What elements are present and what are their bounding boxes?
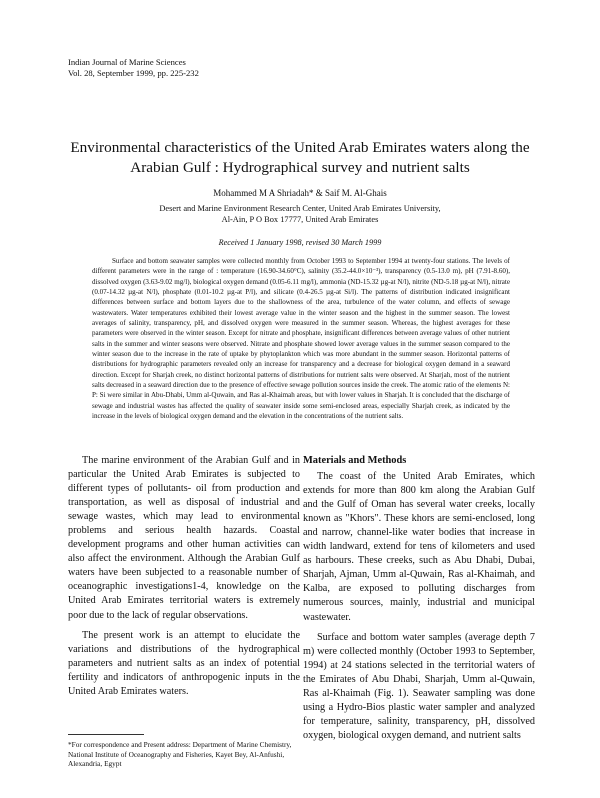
affiliation bbox=[60, 203, 540, 225]
affiliation-line-2: Al-Ain, P O Box 17777, United Arab Emirates bbox=[221, 215, 379, 224]
right-column bbox=[303, 454, 535, 743]
footnote-rule bbox=[68, 734, 144, 735]
left-column bbox=[68, 454, 300, 699]
journal-name: Indian Journal of Marine Sciences bbox=[68, 57, 186, 67]
methods-paragraph-1: The coast of the United Arab Emirates, which extends for more than 800 km along the Arabian Gulf and the Gulf of Oman has several water creeks, locally known as "Khors". These khors are semi-enclosed, long and narrow, channel-like water bodies that increase in width landward, extend for tens of kilometers and used as harbours. These creeks, such as Abu Dhabi, Dubai, Sharjah, Ajman, Umm al-Quwain, Ras al-Khaimah, and Kalba, are exposed to polluting discharges from numerous sources, mainly, industrial and municipal wastewater. bbox=[303, 471, 535, 623]
section-heading: Materials and Methods bbox=[303, 455, 407, 466]
abstract: Surface and bottom seawater samples were collected monthly from October 1993 to September 1994 at twenty-four stations. The levels of different parameters were in the range of : temperature (16.90-34.60°C), salinity (35.2-44.0×10⁻³), transparency (0.5-13.0 m), pH (7.91-8.60), dissolved oxygen (3.63-9.02 mg/l), biological oxygen demand (0.05-6.11 mg/l), ammonia (ND-15.32 µg-at N/l), nitrite (ND-5.18 µg-at N/l), nitrate (0.07-14.32 µg-at N/l), phosphate (0.01-10.2 µg-at P/l), and silicate (0.4-26.5 µg-at Si/l). The patterns of distribution indicated insignificant differences between surface and bottom layers due to the shallowness of the area, turbulence of the water column, and effects of sewage wastewaters. Water temperatures exhibited their lowest average value in the winter season and the highest in the summer season. The lowest averages of salinity, transparency, pH, and dissolved oxygen were measured in the summer season. Whereas, the highest averages for these parameters were observed in the winter season. Except for nitrate and phosphate, insignificant differences between average values of other nutrient salts in the summer and winter seasons were observed. Nitrate and phosphate showed lower average values in the summer season compared to the winter season due to the increase in the rate of uptake by phytoplankton which was more abundant in the summer season. Horizontal patterns of distributions for hydrographic parameters revealed only an increase for transparency and a decrease for biological oxygen demand in a seaward direction. Except for Sharjah creek, no distinct horizontal patterns of distributions for nutrient salts were observed. At Sharjah, most of the nutrient salts decreased in a seaward direction due to the presence of effective sewage pollution sources inside the creek. The atomic ratio of the elements N: P: Si were similar in Abu-Dhabi, Umm al-Quwain, and Ras al-Khaimah areas, but with lower values in Sharjah. It is concluded that the discharge of sewage and industrial wastes has affected the quality of seawater inside some semi-enclosed areas, especially Sharjah creek, as indicated by the increase in the levels of biological oxygen demand and the elevation in the concentrations of the nutrient salts. bbox=[92, 257, 510, 421]
footnote: *For correspondence and Present address: Department of Marine Chemistry, National Institute of Oceanography and Fisheries, Kayet Bey, Al-Anfushi, Alexandria, Egypt bbox=[68, 740, 292, 769]
affiliation-line-1: Desert and Marine Environment Research Center, United Arab Emirates University, bbox=[159, 204, 441, 213]
journal-header bbox=[68, 57, 199, 79]
paper-title: Environmental characteristics of the United Arab Emirates waters along the Arabian Gulf : Hydrographical survey and nutrient salts bbox=[70, 139, 530, 176]
received-dates: Received 1 January 1998, revised 30 March 1999 bbox=[218, 238, 382, 247]
authors: Mohammed M A Shriadah* & Saif M. Al-Ghais bbox=[213, 188, 387, 198]
intro-paragraph-1: The marine environment of the Arabian Gulf and in particular the United Arab Emirates is subjected to different types of pollutants- oil from production and transportation, as well as disposal of industrial and sewage wastes, which may lead to environmental problems and serious health hazards. Coastal development programs and other human activities can also affect the environment. Although the Arabian Gulf waters have been subjected to a reasonable number of oceanographic investigations1-4, knowledge on the United Arab Emirates territorial waters is extremely poor due to the lack of regular observations. bbox=[68, 455, 300, 621]
journal-volume: Vol. 28, September 1999, pp. 225-232 bbox=[68, 68, 199, 78]
intro-paragraph-2: The present work is an attempt to elucidate the variations and distributions of the hydrographical parameters and nutrient salts as an index of potential fertility and indicators of anthropogenic inputs in the United Arab Emirates waters. bbox=[68, 629, 300, 697]
methods-paragraph-2: Surface and bottom water samples (average depth 7 m) were collected monthly (October 1993 to September, 1994) at 24 stations selected in the territorial waters of the Emirates of Abu Dhabi, Sharjah, Umm al-Quwain, Ras al-Khaimah (Fig. 1). Seawater sampling was done using a Hydro-Bios plastic water sampler and analyzed for temperature, salinity, transparency, pH, dissolved oxygen, biological oxygen demand, and nutrient salts bbox=[303, 631, 535, 741]
